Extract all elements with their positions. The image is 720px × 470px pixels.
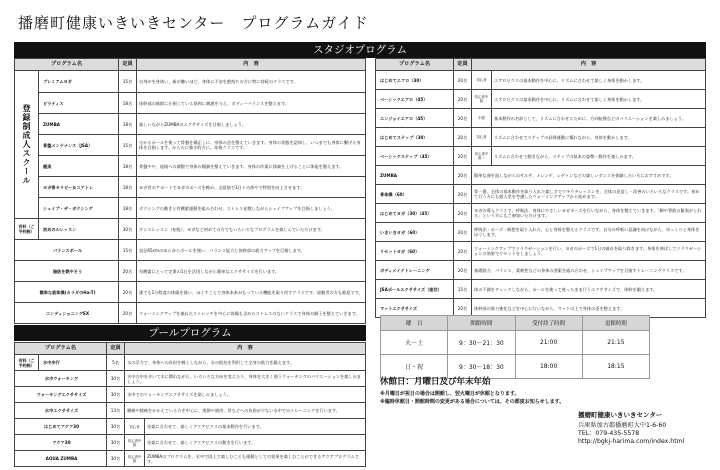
hours-header-open: 開館時間 — [448, 316, 515, 331]
program-name: リセットヨガ（60） — [376, 242, 454, 261]
capacity: 20名 — [454, 109, 472, 128]
capacity: 18名 — [119, 198, 137, 219]
opening-hours-table — [380, 315, 650, 379]
program-name: ピラティス — [39, 93, 119, 114]
program-name: はじめてステップ（30） — [376, 128, 454, 147]
closed-days: 休館日：月曜日及び年末年始 — [380, 377, 491, 387]
hours-open: 9：30〜18：30 — [448, 355, 515, 379]
capacity: 20名 — [454, 90, 472, 109]
capacity: 20名 — [454, 128, 472, 147]
header-program: プログラム名 — [376, 59, 454, 71]
program-name: AQUA ZUMBA — [15, 451, 107, 467]
description: 分かるポールを使って骨盤を矯正しに、身体の歪を整えていきます。身体の状態を認知し、いつまでも身体に繋げる身体を目指します。からだに強さ的方に。本格クラスです。 — [137, 135, 366, 156]
description: 腰痛や膝痛をかかえている方を中心に、関節や筋肉、骨などへの負担が少ない水中でのトレーニングを行います。 — [125, 403, 366, 419]
capacity: 5名 — [107, 355, 125, 371]
program-name: シェイプ・ザ・ボクシング — [39, 198, 119, 219]
capacity: 30名 — [119, 219, 137, 240]
hours-day: 日・祝 — [381, 355, 448, 379]
capacity: 20名 — [454, 242, 472, 261]
capacity: 15名 — [119, 71, 137, 93]
header-capacity: 定員 — [107, 343, 125, 355]
program-name: 簡単な筋体操(カラダのHa-T) — [15, 282, 119, 303]
description: エアロビクスの基本動作を中心に、リズムに合わせて楽しく身体を動かします。 — [492, 90, 706, 109]
program-name: いきいきヨガ（60） — [376, 223, 454, 242]
level-badge: 初心者中級 — [125, 451, 145, 467]
note-line: ※月曜日が祝日の場合は開館し、翌火曜日が休館となります。 — [380, 391, 520, 397]
description: 体の不調をチェックしながら、ポールを使って座ったまま行うエクササイズで、体幹を鍛えます。 — [472, 280, 706, 299]
program-name: JSAポールエクササイズ（座位） — [376, 280, 454, 299]
header-capacity: 定員 — [119, 59, 137, 71]
description: 体幹部の筋群に圧倒している筋肉に刺激を与え、ボディーバランスを整えます。 — [137, 93, 366, 114]
capacity: 20名 — [119, 261, 137, 282]
capacity: 20名 — [119, 282, 137, 303]
description: 呼吸法・ポーズ・瞑想を取り入れた、心と身体を整えるクラスです。自分の呼吸に意識を向けながら、ゆっくりと身体をほぐします。 — [472, 223, 706, 242]
description: ウォーミングアップを兼ねたストレッチを中心に体操も含めたストレスのないクラスで身体の調子を整えていきます。 — [137, 303, 366, 324]
description: ZUMBAのプログラムを、水中で陸上で楽しむことも運動としての効果を楽しむことができるアクアプログラムです。 — [145, 451, 366, 467]
program-name: ヨガ骨セラピー＆コアトレ — [39, 177, 119, 198]
program-name: バランスボール — [15, 240, 119, 261]
program-name: ZUMBA — [376, 166, 454, 185]
capacity: 30名 — [107, 419, 125, 435]
capacity: 20名 — [454, 223, 472, 242]
program-name: プレミアムヨガ — [39, 71, 119, 93]
description: リズムに合わせてステップの昇降運動に慣れながら、身体を動かします。 — [492, 128, 706, 147]
header-content: 内 容 — [125, 343, 366, 355]
contact-block — [578, 411, 684, 446]
hours-day: 火〜土 — [381, 331, 448, 355]
program-name: ボディメイクトレーニング — [376, 261, 454, 280]
description: 音楽に合わせて、楽しくアクアビクスの動きを行います。 — [145, 435, 366, 451]
program-name: はじめてヨガ（30）（45） — [376, 204, 454, 223]
hours-header-reception-end: 受付終了時間 — [515, 316, 582, 331]
hours-reception-end: 18:00 — [515, 355, 582, 379]
description: ヨガ骨のアポートでヨガのポーズを軽め、全面筋で1日トの体やで特別を向上させます。 — [137, 177, 366, 198]
program-name: ベーシックステップ（45） — [376, 147, 454, 166]
description: 体幹部の筋力強化などを中心に行いながら、マットの上で身体の歪を整えます。 — [472, 299, 706, 318]
description: 基礎筋力、バランス、柔軟性などの身体の要素を組み合わせ、シェイプアップを目指すトレーニングクラスです。 — [472, 261, 706, 280]
facility-name: 播磨町健康いきいきセンター — [578, 411, 663, 419]
description: 簡単な曲を流しながらのサルサ、メレンゲ、レゲトンなどの楽しいダンスを体験したい方におすすめです。 — [472, 166, 706, 185]
capacity: 18名 — [119, 177, 137, 198]
description: 自身がを身体い、新が触いほど、身体に不安を抱持ちの方に特に持続のクラスです。 — [137, 71, 366, 93]
hours-exit: 21:15 — [582, 331, 649, 355]
description: ボクシングの動きと有酸素運動を組み合わせ、ストレス発散しながらシェイプアップを目指しましょう。 — [137, 198, 366, 219]
program-name: 骨盤メンテナンス（JSA） — [39, 135, 119, 156]
description: ダンスレッスン（初級）、ヨガなど初めての方でもいろいろなプログラムを楽しんでいただけます。 — [137, 219, 366, 240]
description: ヨガの導入クラスで、呼吸法、身体にやさしいヨガポーズを行いながら、身体を整えていきます。「脚や背筋の緊張がとれる」という方にもご参加いただけます。 — [472, 204, 706, 223]
capacity: 20名 — [454, 147, 472, 166]
level-badge: 中級 — [472, 109, 492, 128]
capacity: 30名 — [107, 371, 125, 387]
hours-exit: 18:15 — [582, 355, 649, 379]
program-name: アクア30 — [15, 435, 107, 451]
page-title: 播磨町健康いきいきセンター プログラムガイド — [18, 14, 369, 32]
program-name: 初めのルレッスン — [39, 219, 119, 240]
capacity: 15名 — [454, 280, 472, 299]
level-badge: 初心者 — [472, 71, 492, 90]
studio-right-table — [375, 58, 706, 318]
level-badge: 初心者中級 — [125, 435, 145, 451]
description: エアロビクスの基本動作を中心に、リズムに合わせて楽しく身体を動かします。 — [492, 71, 706, 90]
hours-open: 9：30〜21：30 — [448, 331, 515, 355]
header-program: プログラム名 — [15, 343, 107, 355]
program-name: はじめてアクア30 — [15, 419, 107, 435]
pool-heading: プールプログラム — [14, 325, 366, 341]
capacity: 20名 — [454, 261, 472, 280]
capacity: 30名 — [107, 435, 125, 451]
note-line: ※臨時休館日・開館時間の変更がある場合については、その都度お知らせします。 — [380, 399, 565, 405]
capacity: 20名 — [454, 71, 472, 90]
capacity: 30名 — [107, 451, 125, 467]
group-label-paid: 有料（ご予約制） — [15, 219, 39, 240]
description: 基本動作の名前として、リズムに合わせるために、方向転換などのバリエーションを楽しみましょう。 — [492, 109, 706, 128]
studio-heading: スタジオプログラム — [14, 42, 706, 58]
program-name: 脂肪を燃やそう — [15, 261, 119, 282]
capacity: 30名 — [107, 387, 125, 403]
program-name: はじめてエアロ（30） — [376, 71, 454, 90]
program-name: 水中歩行 — [39, 355, 107, 371]
description: 水中の中を歩いて水に慣れながら、いろいろな方向を変えたり、身体を大きく使うウォーキングのバリエーションを楽しみましょう。 — [125, 371, 366, 387]
program-name: 健美 — [39, 156, 119, 177]
capacity: 18名 — [119, 156, 137, 177]
hours-header-exit: 退館時間 — [582, 316, 649, 331]
program-name: エンジョイエアロ（45） — [376, 109, 454, 128]
description: ウォーミングアップでリラクゼーションを行い、ヨガのポーズで1日の疲れを取り除きます。身体を伸ばしてリラクゼーションの効果でリセットをしましょう。 — [472, 242, 706, 261]
capacity: 20名 — [454, 185, 472, 204]
address: 兵庫県加古郡播磨町大中1-6-60 — [578, 422, 667, 429]
description: 楽しいながらZUMBAのエクササイズを目指しましょう。 — [137, 114, 366, 135]
program-name: ウォーキングエクササイズ — [15, 387, 107, 403]
header-capacity: 定員 — [454, 59, 472, 71]
program-name: マットエクササイズ — [376, 299, 454, 318]
level-badge: 初心者中級〜 — [472, 147, 492, 166]
group-label-paid: 有料（ご予約制） — [15, 355, 39, 371]
header-content: 内 容 — [472, 59, 706, 71]
hours-header-day: 曜 日 — [381, 316, 448, 331]
program-name: ZUMBA — [39, 114, 119, 135]
capacity: 20名 — [454, 166, 472, 185]
capacity: 20名 — [454, 299, 472, 318]
program-name: 水中ウォーキング — [15, 371, 107, 387]
capacity: 20名 — [454, 204, 472, 223]
capacity: 13名 — [107, 403, 125, 419]
hours-reception-end: 21:00 — [515, 331, 582, 355]
level-badge: 初心者中級 — [472, 90, 492, 109]
description: 直径65cmのゆらゆらボールを使い、バランス能力と体幹部の筋力アップを目指します。 — [137, 240, 366, 261]
description: 有酸素にとって定番の1日を活用しながら簡単なエクササイズを行います。 — [137, 261, 366, 282]
program-name: コンディショニングEX — [15, 303, 119, 324]
level-badge: 初心者 — [125, 419, 145, 435]
description: 骨一番、全体の基本動作を取り入れた楽しさでウキウキレッスンを、全体の見直し・改善のいろいろなクラスです。初めて行う方にも個人差を考慮したウォーミングアップから始めます。 — [472, 185, 706, 204]
capacity: 18名 — [119, 114, 137, 135]
program-name: ベーシックエアロ（45） — [376, 90, 454, 109]
capacity: 20名 — [119, 303, 137, 324]
description: 骨盤やや、経路への調整で身体の順調を整えていきます。身体の作業に体調を上げることに体能を整えます。 — [137, 156, 366, 177]
level-badge: 初心者 — [472, 128, 492, 147]
header-content: 内 容 — [137, 59, 366, 71]
website-link[interactable]: http://bgkj-harima.com/index.html — [578, 438, 685, 445]
description: リズムに合わせて動きながら、ステップの基本の姿勢・動作を楽しみます。 — [492, 147, 706, 166]
pool-table — [14, 342, 366, 467]
capacity: 15名 — [119, 240, 137, 261]
description: 音楽に合わせて、楽しくアクアビクスの基本動作を行います。 — [145, 419, 366, 435]
program-name: 骨体操（60） — [376, 185, 454, 204]
header-program: プログラム名 — [15, 59, 119, 71]
program-name: 水中エクササイズ — [15, 403, 107, 419]
phone: TEL：079-435-5578 — [578, 430, 640, 437]
capacity: 15名 — [119, 135, 137, 156]
group-label-registered: 登録制成人スクール — [15, 71, 39, 219]
capacity: 18名 — [119, 93, 137, 114]
description: 水中でのウォーキングエクササイズを楽しみましょう。 — [125, 387, 366, 403]
description: 水の浮力で、身体への負担を軽くしながら、水の抵抗を利用して全身の筋力を鍛えます。 — [125, 355, 366, 371]
description: 誰でも1分程度の体操を使い、ほぐすことで身体本来がもっている機能を取り戻すクラスです。経験者の方も歓迎です。 — [137, 282, 366, 303]
studio-left-table — [14, 58, 366, 324]
